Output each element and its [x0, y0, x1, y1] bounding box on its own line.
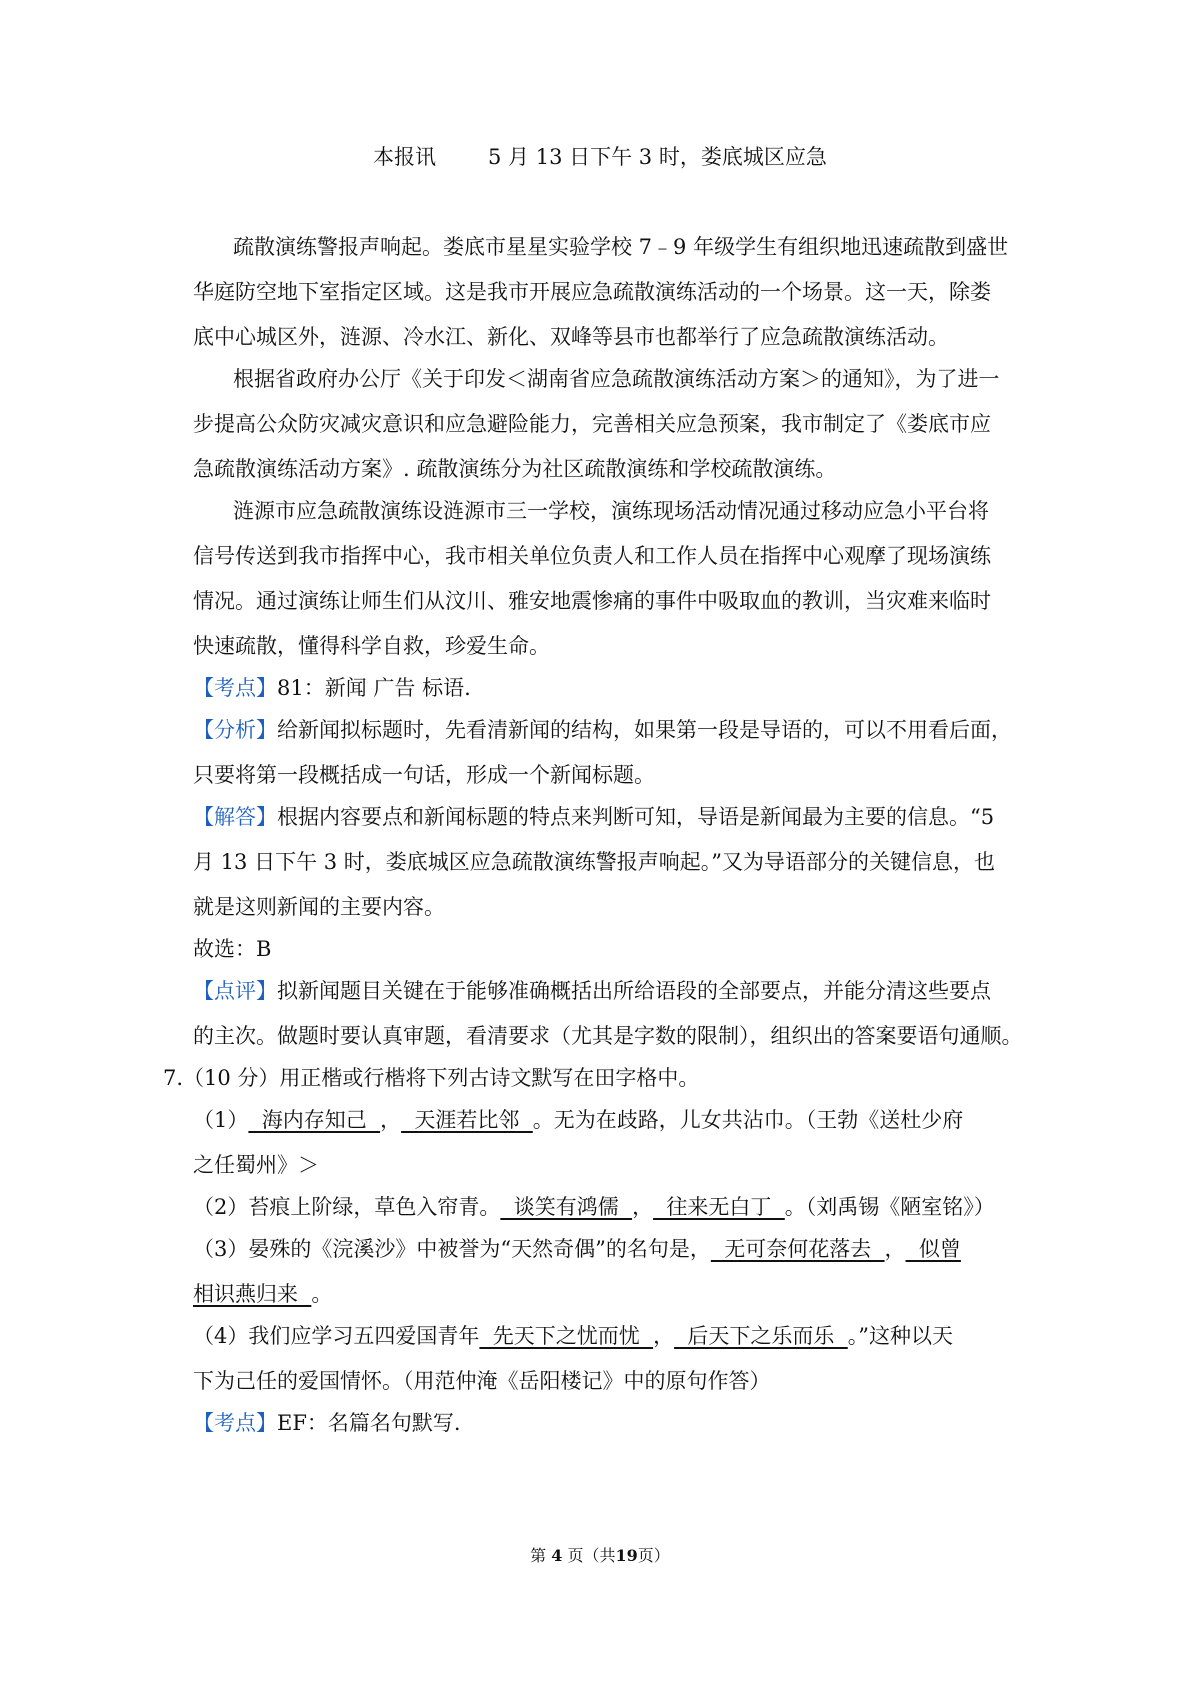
- q6-dianping-line1: [193, 976, 991, 1006]
- page-total: 19: [615, 1546, 638, 1565]
- article-p2-line2: 步提高公众防灾减灾意识和应急避险能力，完善相关应急预案，我市制定了《娄底市应: [193, 412, 991, 436]
- q7-s1-line2: 之任蜀州》＞: [193, 1153, 319, 1177]
- q7-s1-sep: ，: [380, 1108, 402, 1132]
- article-p3-line4: 快速疏散，懂得科学自救，珍爱生命。: [193, 634, 550, 658]
- jieda-tag: 【解答】: [193, 805, 277, 829]
- q6-fenxi-line2: 只要将第一段概括成一句话，形成一个新闻标题。: [193, 763, 655, 787]
- q7-s2-answer1: 谈笑有鸿儒: [500, 1195, 633, 1219]
- article-p1-line3: 底中心城区外，涟源、冷水江、新化、双峰等县市也都举行了应急疏散演练活动。: [193, 325, 949, 349]
- dianping-tag: 【点评】: [193, 979, 277, 1003]
- page-number: 4: [551, 1546, 563, 1565]
- q6-kaodian: [193, 673, 471, 703]
- q7-s1-prefix: （1）: [193, 1108, 249, 1132]
- q7-s4-line2: 下为己任的爱国情怀。（用范仲淹《岳阳楼记》中的原句作答）: [193, 1369, 771, 1393]
- kaodian-tag: 【考点】: [193, 676, 277, 700]
- q7-s4-prefix: （4）我们应学习五四爱国青年: [193, 1324, 480, 1348]
- q7-s1-answer2: 天涯若比邻: [401, 1108, 533, 1132]
- q7-s3-answer1: 无可奈何花落去: [710, 1237, 885, 1261]
- q7-s4-post: 。”这种以天: [847, 1324, 954, 1348]
- article-p2-line3: 急疏散演练活动方案》. 疏散演练分为社区疏散演练和学校疏散演练。: [193, 457, 837, 481]
- q7-s4-line1: [193, 1321, 953, 1351]
- fenxi-text-1: 给新闻拟标题时，先看清新闻的结构，如果第一段是导语的，可以不用看后面，: [277, 718, 1012, 742]
- article-p1-line1: 疏散演练警报声响起。娄底市星星实验学校 7﹣9 年级学生有组织地迅速疏散到盛世: [233, 235, 1009, 259]
- article-p2-line1: 根据省政府办公厅《关于印发＜湖南省应急疏散演练活动方案＞的通知》，为了进一: [233, 367, 1000, 391]
- q7-s1-post: 。无为在歧路，儿女共沾巾。（王勃《送杜少府: [532, 1108, 964, 1132]
- q7-kaodian-text: EF：名篇名句默写.: [277, 1411, 461, 1435]
- kaodian-text: 81：新闻 广告 标语.: [277, 676, 471, 700]
- q6-answer: 故选：B: [193, 937, 272, 961]
- q7-s1-line1: [193, 1105, 963, 1135]
- dateline-source: 本报讯: [373, 145, 436, 169]
- q7-s2-post: 。（刘禹锡《陋室铭》）: [784, 1195, 995, 1219]
- q7-s4-sep: ，: [653, 1324, 675, 1348]
- q7-s1-answer1: 海内存知己: [248, 1108, 381, 1132]
- dateline-text: 5 月 13 日下午 3 时，娄底城区应急: [488, 145, 827, 169]
- q6-jieda-line1: [193, 802, 994, 832]
- q7-kaodian: [193, 1408, 461, 1438]
- dianping-text-1: 拟新闻题目关键在于能够准确概括出所给语段的全部要点，并能分清这些要点: [277, 979, 991, 1003]
- jieda-text-1: 根据内容要点和新闻标题的特点来判断可知，导语是新闻最为主要的信息。“5: [277, 805, 995, 829]
- q7-s2-answer2: 往来无白丁: [653, 1195, 785, 1219]
- article-p3-line2: 信号传送到我市指挥中心，我市相关单位负责人和工作人员在指挥中心观摩了现场演练: [193, 544, 991, 568]
- article-p3-line1: 涟源市应急疏散演练设涟源市三一学校，演练现场活动情况通过移动应急小平台将: [233, 499, 989, 523]
- footer-suffix: 页）: [637, 1546, 670, 1565]
- q7-s3-prefix: （3）晏殊的《浣溪沙》中被誉为“天然奇偶”的名句是，: [193, 1237, 711, 1261]
- q6-dianping-line2: 的主次。做题时要认真审题，看清要求（尤其是字数的限制），组织出的答案要语句通顺。: [193, 1024, 1023, 1048]
- article-p3-line3: 情况。通过演练让师生们从汶川、雅安地震惨痛的事件中吸取血的教训，当灾难来临时: [193, 589, 991, 613]
- q6-jieda-line2: 月 13 日下午 3 时，娄底城区应急疏散演练警报声响起。”又为导语部分的关键信息，也: [193, 850, 996, 874]
- q7-s3-sep: ，: [884, 1237, 906, 1261]
- q7-title: 7.（10 分）用正楷或行楷将下列古诗文默写在田字格中。: [163, 1066, 700, 1090]
- dateline: [373, 142, 827, 172]
- q7-s4-answer1: 先天下之忧而忧: [479, 1324, 654, 1348]
- q7-s3-answer2b: 相识燕归来: [193, 1282, 312, 1306]
- q7-s2-prefix: （2）苔痕上阶绿，草色入帘青。: [193, 1195, 501, 1219]
- q7-s3-post: 。: [311, 1282, 333, 1306]
- q7-s3-line1: [193, 1234, 961, 1264]
- q7-s4-answer2: 后天下之乐而乐: [674, 1324, 848, 1348]
- q7-kaodian-tag: 【考点】: [193, 1411, 277, 1435]
- article-p1-line2: 华庭防空地下室指定区域。这是我市开展应急疏散演练活动的一个场景。这一天，除娄: [193, 280, 991, 304]
- footer-middle: 页（共: [567, 1546, 616, 1565]
- q7-s3-answer2a: 似曾: [905, 1237, 961, 1261]
- q7-s2: [193, 1192, 995, 1222]
- fenxi-tag: 【分析】: [193, 718, 277, 742]
- page-footer: [0, 1545, 1200, 1567]
- q6-jieda-line3: 就是这则新闻的主要内容。: [193, 895, 445, 919]
- q7-s3-line2: [193, 1279, 332, 1309]
- footer-prefix: 第: [530, 1546, 547, 1565]
- q6-fenxi-line1: [193, 715, 1012, 745]
- q7-s2-sep: ，: [632, 1195, 654, 1219]
